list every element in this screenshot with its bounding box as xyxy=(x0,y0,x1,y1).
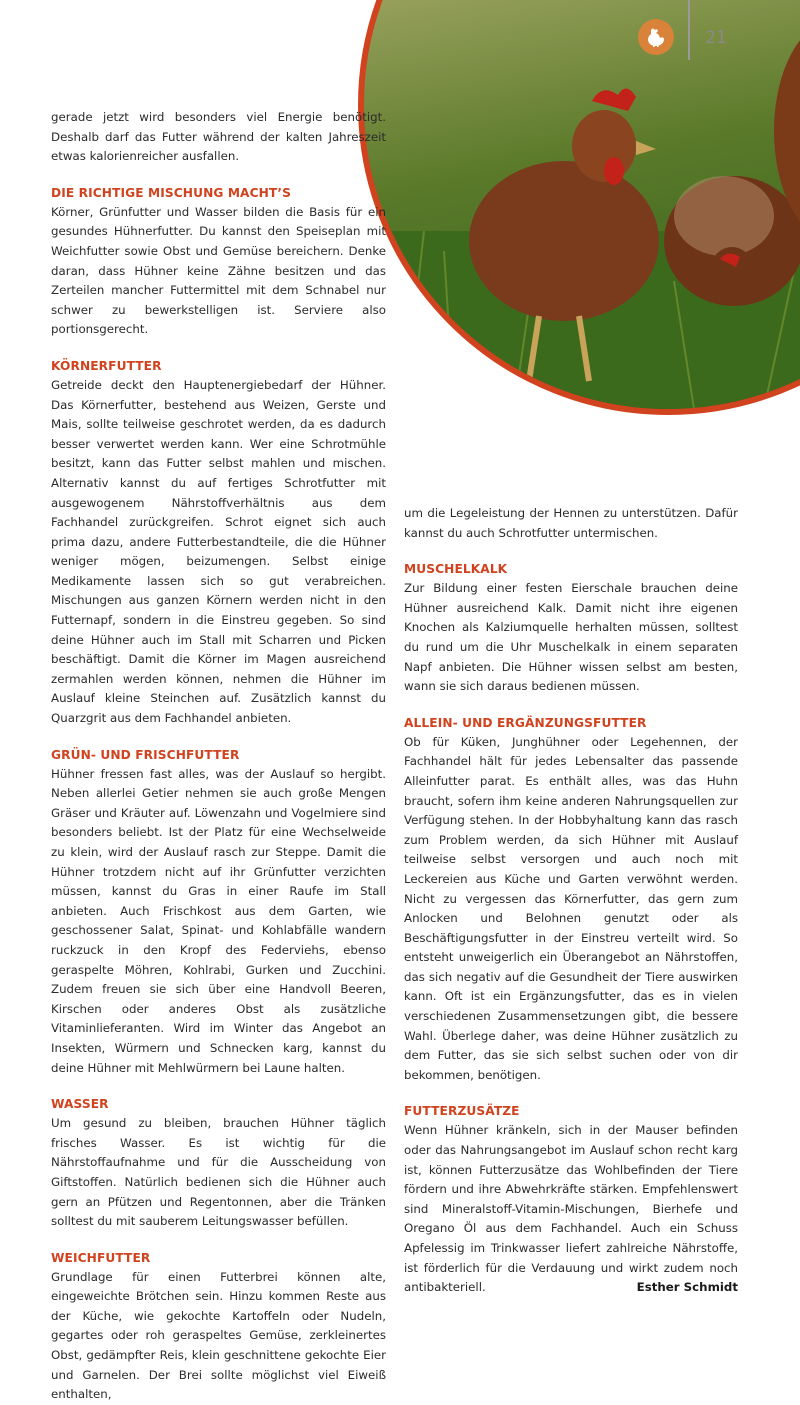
left-intro: gerade jetzt wird besonders viel Energie benötigt. Deshalb darf das Futter während der kalten Jahreszeit etwas kalorienreicher ausfallen. xyxy=(51,110,386,164)
section-heading-alleinfutter: ALLEIN- UND ERGÄNZUNGSFUTTER xyxy=(404,715,647,730)
left-column xyxy=(51,108,386,1405)
chicken-icon xyxy=(645,26,667,48)
section-text-muschelkalk: Zur Bildung einer festen Eierschale brauchen deine Hühner ausreichend Kalk. Damit nicht ihre eigenen Knochen als Kalziumquelle herhalten müssen, solltest du rund um die Uhr Muschelkalk in einem separaten Napf anbieten. Die Hühner wissen selbst am besten, wann sie sich daraus bedienen müssen. xyxy=(404,581,738,694)
section-text-alleinfutter: Ob für Küken, Junghühner oder Legehennen, der Fachhandel hält für jedes Lebensalter das passende Alleinfutter parat. Es enthält alles, was das Huhn braucht, sofern ihm keine anderen Nahrungsquellen zur Verfügung stehen. In der Hobbyhaltung kann das rasch zum Problem werden, da sich Hühner mit Auslauf teilweise selbst versorgen und auch noch mit Leckereien aus Küche und Garten verwöhnt werden. Nicht zu vergessen das Körnerfutter, das gern zum Anlocken und Belohnen genutzt oder als Beschäftigungsfutter in der Einstreu verteilt wird. So entsteht unweigerlich ein Überangebot an Nährstoffen, das sich negativ auf die Gesundheit der Tiere auswirken kann. Oft ist ein Ergänzungsfutter, das es in vielen verschiedenen Zusammensetzungen gibt, die bessere Wahl. Überlege daher, was deine Hühner zusätzlich zu dem Futter, das sie sich selbst suchen oder von dir bekommen, benötigen. xyxy=(404,734,738,1082)
section-heading-weichfutter: WEICHFUTTER xyxy=(51,1250,151,1265)
section-text-mischung: Körner, Grünfutter und Wasser bilden die Basis für ein gesundes Hühnerfutter. Du kannst den Speiseplan mit Weichfutter sowie Obst und Gemüse bereichern. Denke daran, dass Hühner keine Zähne besitzen und das Zerteilen mancher Futtermittel mit dem Schnabel nur schwer zu bewerkstelligen ist. Serviere also portionsgerecht. xyxy=(51,204,386,337)
right-column xyxy=(404,504,738,1298)
section-text-koernerfutter: Getreide deckt den Hauptenergiebedarf der Hühner. Das Körnerfutter, bestehend aus Weizen, Gerste und Mais, sollte teilweise geschrotet werden, da es dadurch besser verwertet werden kann. Wer eine Schrotmühle besitzt, kann das Futter selbst mahlen und mischen. Alternativ kannst du auf fertiges Schrotfutter mit ausgewogenem Nährstoffverhältnis aus dem Fachhandel zurückgreifen. Schrot eignet sich auch prima dazu, andere Futterbestandteile, die die Hühner weniger mögen, beizumengen. Selbst einige Medikamente lassen sich so gut verabreichen. Mischungen aus ganzen Körnern werden nicht in den Futternapf, sondern in die Einstreu gegeben. So sind deine Hühner auch im Stall mit Scharren und Picken beschäftigt. Damit die Körner im Magen ausreichend zermahlen werden können, nehmen die Hühner im Auslauf kleine Steinchen auf. Zusätzlich kannst du Quarzgrit aus dem Fachhandel anbieten. xyxy=(51,377,386,726)
chicken-badge-icon xyxy=(638,19,674,55)
section-text-weichfutter: Grundlage für einen Futterbrei können alte, eingeweichte Brötchen sein. Hinzu kommen Reste aus der Küche, wie gekochte Kartoffeln oder Nudeln, gegartes oder roh geraspeltes Gemüse, zerkleinertes Obst, gedämpfter Reis, klein geschnittene gekochte Eier und Garnelen. Der Brei sollte möglichst viel Eiweiß enthalten, xyxy=(51,1269,386,1402)
chicken-illustration xyxy=(364,0,800,409)
section-heading-muschelkalk: MUSCHELKALK xyxy=(404,562,508,577)
section-text-futterzusaetze xyxy=(404,1121,738,1297)
section-heading-wasser: WASSER xyxy=(51,1097,109,1112)
section-heading-gruenfutter: GRÜN- UND FRISCHFUTTER xyxy=(51,747,240,762)
section-heading-futterzusaetze: FUTTERZUSÄTZE xyxy=(404,1104,520,1119)
chicken-photo xyxy=(358,0,800,415)
right-intro: um die Legeleistung der Hennen zu unterstützen. Dafür kannst du auch Schrotfutter untermischen. xyxy=(404,506,738,540)
header-divider xyxy=(688,0,690,60)
section-text-gruenfutter: Hühner fressen fast alles, was der Auslauf so hergibt. Neben allerlei Getier nehmen sie auch große Mengen Gräser und Kräuter auf. Löwenzahn und Vogelmiere sind besonders beliebt. Ist der Platz für eine Wechselweide zu klein, wird der Auslauf rasch zur Steppe. Damit die Hühner trotzdem nicht auf ihr Grünfutter verzichten müssen, kannst du Gras in einer Raufe im Stall anbieten. Auch Frischkost aus dem Garten, wie geschossener Salat, Spinat- und Kohlabfälle wandern ruckzuck in den Kropf des Federviehs, ebenso geraspelte Möhren, Kohlrabi, Gurken und Zucchini. Zudem freuen sie sich über eine Handvoll Beeren, Kirschen oder anderes Obst als zusätzliche Vitaminlieferanten. Wird im Winter das Angebot an Insekten, Würmern und Schnecken karg, kannst du deine Hühner mit Mehlwürmern bei Laune halten. xyxy=(51,766,386,1075)
section-heading-koernerfutter: KÖRNERFUTTER xyxy=(51,358,162,373)
author-name: Esther Schmidt xyxy=(636,1280,738,1295)
hen-right xyxy=(664,176,800,306)
futterzusaetze-body: Wenn Hühner kränkeln, sich in der Mauser befinden oder das Nahrungsangebot im Auslauf schon recht karg ist, können Futterzusätze das Wohlbefinden der Tiere fördern und ihre Abwehrkräfte stärken. Empfehlenswert sind Mineralstoff-Vitamin-Mischungen, Bierhefe und Oregano Öl aus dem Fachhandel. Auch ein Schuss Apfelessig im Trinkwasser liefert zahlreiche Nährstoffe, ist förderlich für die Verdauung und wirkt zudem noch antibakteriell. xyxy=(404,1123,738,1295)
section-text-wasser: Um gesund zu bleiben, brauchen Hühner täglich frisches Wasser. Es ist wichtig für die Nährstoffaufnahme und für die Ausscheidung von Giftstoffen. Natürlich bedienen sich die Hühner auch gern an Pfützen und Regentonnen, aber die Tränken solltest du mit sauberem Leitungswasser befüllen. xyxy=(51,1116,386,1229)
section-heading-mischung: DIE RICHTIGE MISCHUNG MACHT’S xyxy=(51,185,291,200)
page-number: 21 xyxy=(705,28,727,48)
